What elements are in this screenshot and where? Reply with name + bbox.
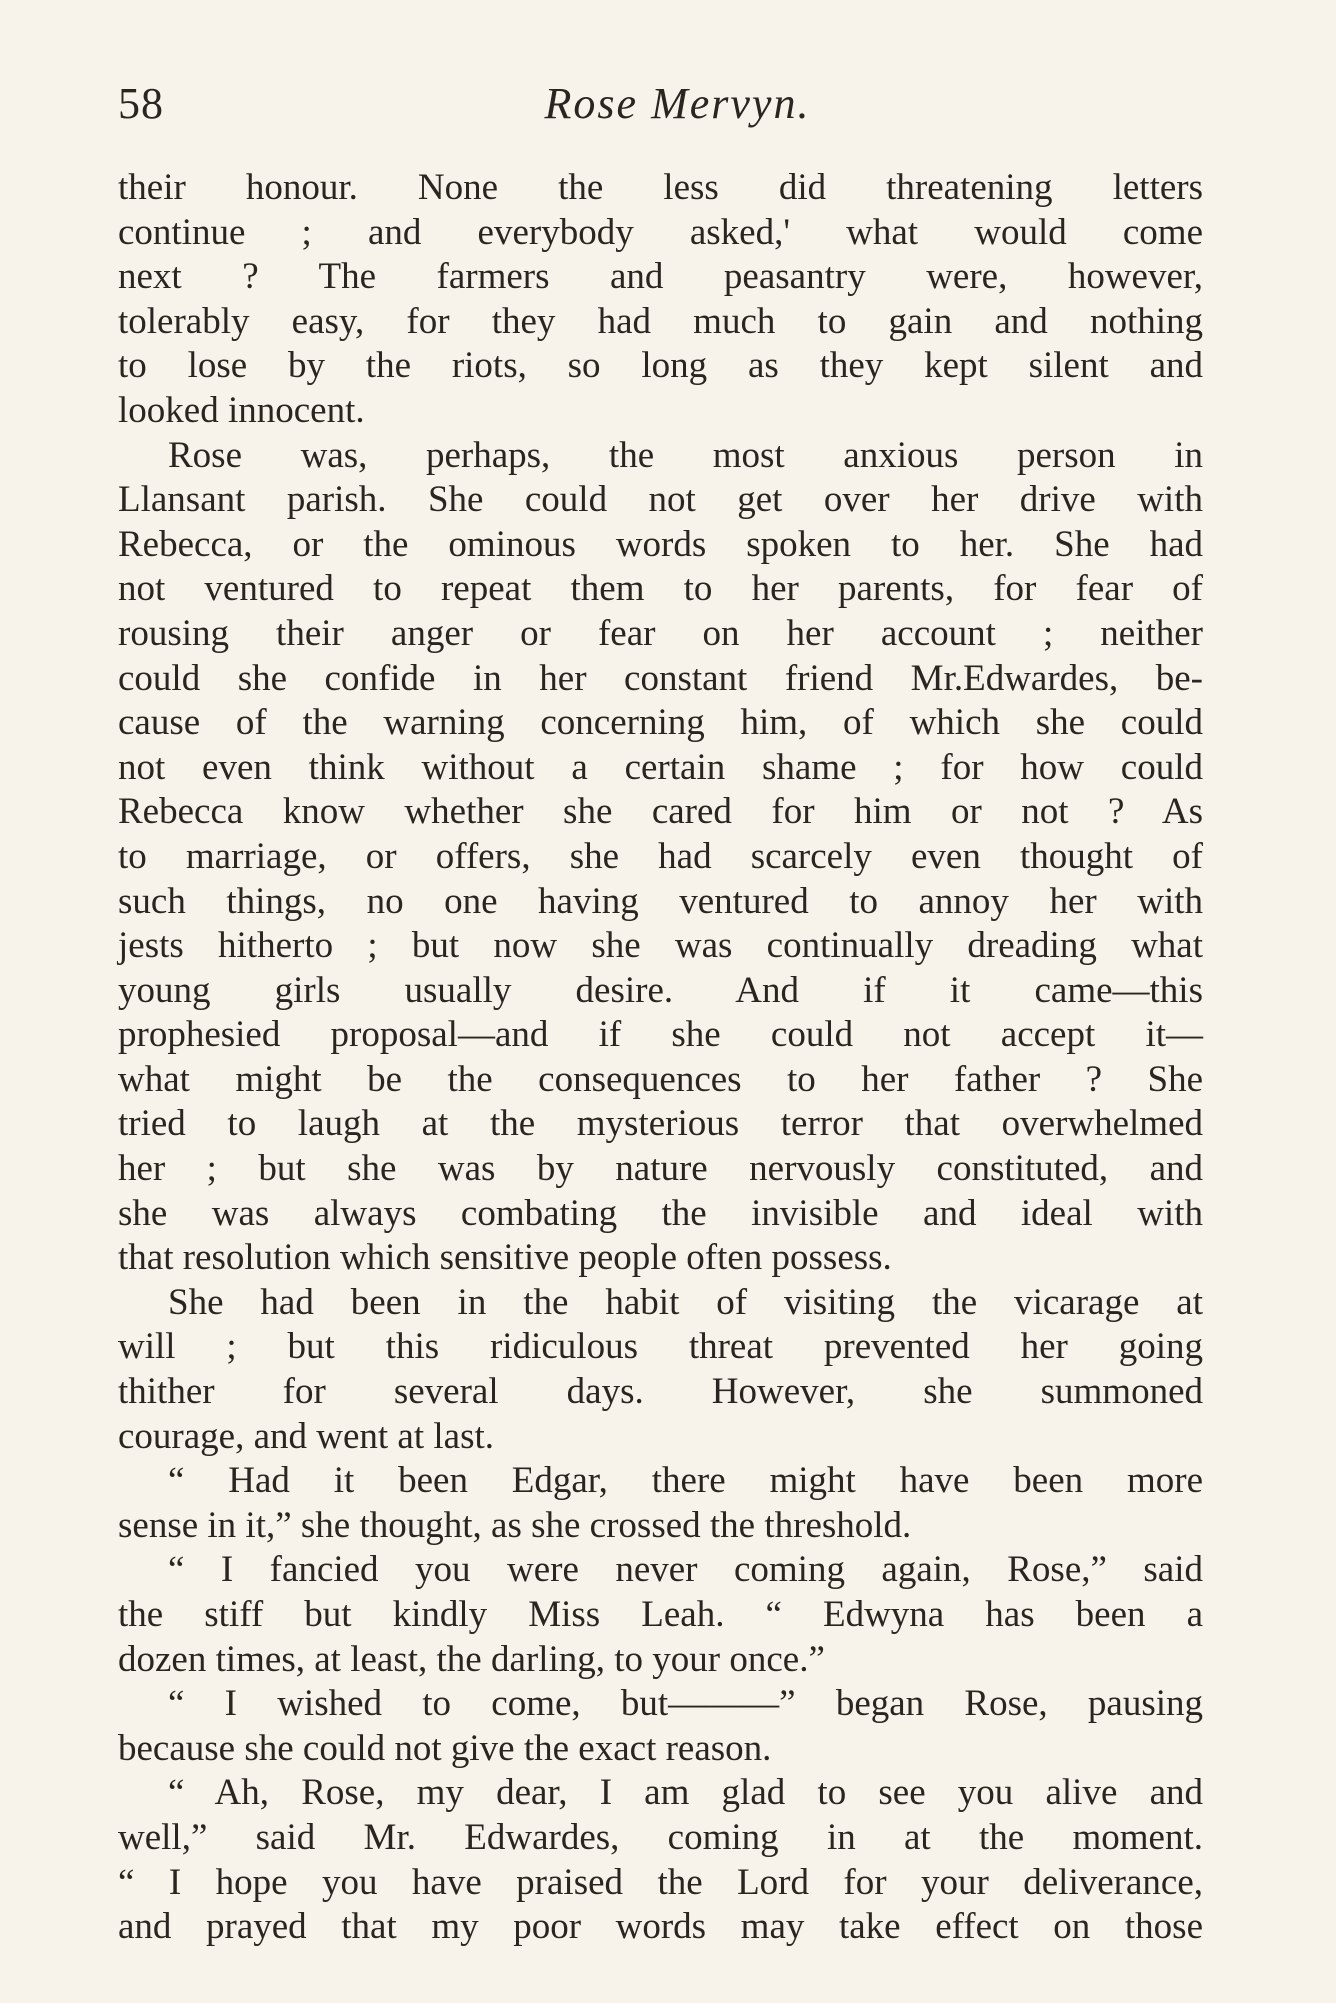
text-line: sense in it,” she thought, as she crossed the threshold. [118, 1504, 912, 1546]
text-line: tried to laugh at the mysterious terror that overwhelmed [118, 1103, 1203, 1145]
text-line: not ventured to repeat them to her parents, for fear of [118, 568, 1203, 610]
text-line: tolerably easy, for they had much to gain and nothing [118, 300, 1203, 342]
text-line: well,” said Mr. Edwardes, coming in at the moment. [118, 1816, 1203, 1858]
text-line: “ Had it been Edgar, there might have been more [168, 1460, 1203, 1502]
text-line: cause of the warning concerning him, of which she could [118, 702, 1203, 744]
text-line: She had been in the habit of visiting the vicarage at [168, 1281, 1203, 1323]
text-line: continue ; and everybody asked,' what would come [118, 211, 1203, 253]
text-line: to marriage, or offers, she had scarcely even thought of [118, 835, 1203, 877]
text-line: next ? The farmers and peasantry were, however, [118, 256, 1203, 298]
text-line: Llansant parish. She could not get over her drive with [118, 479, 1203, 521]
text-line: she was always combating the invisible and ideal with [118, 1192, 1203, 1234]
body-text [118, 166, 1203, 1950]
text-line: will ; but this ridiculous threat prevented her going [118, 1326, 1203, 1368]
text-line: could she confide in her constant friend Mr.Edwardes, be- [118, 657, 1203, 699]
text-line: Rebecca know whether she cared for him or not ? As [118, 791, 1203, 833]
text-line: jests hitherto ; but now she was continually dreading what [118, 925, 1203, 967]
text-line: “ I fancied you were never coming again, Rose,” said [168, 1549, 1203, 1591]
text-line: such things, no one having ventured to annoy her with [118, 880, 1203, 922]
text-line: thither for several days. However, she summoned [118, 1371, 1203, 1413]
text-line: not even think without a certain shame ; for how could [118, 746, 1203, 788]
text-line: because she could not give the exact reason. [118, 1727, 772, 1769]
text-line: “ Ah, Rose, my dear, I am glad to see you alive and [168, 1772, 1203, 1814]
text-line: young girls usually desire. And if it came—this [118, 969, 1203, 1011]
text-line: her ; but she was by nature nervously constituted, and [118, 1148, 1203, 1190]
text-line: prophesied proposal—and if she could not accept it— [118, 1014, 1203, 1056]
text-line: to lose by the riots, so long as they kept silent and [118, 345, 1203, 387]
text-line: “ I hope you have praised the Lord for your deliverance, [118, 1861, 1203, 1903]
text-line: looked innocent. [118, 389, 365, 431]
text-line: the stiff but kindly Miss Leah. “ Edwyna has been a [118, 1594, 1203, 1635]
text-line: dozen times, at least, the darling, to your once.” [118, 1638, 825, 1680]
text-line: that resolution which sensitive people often possess. [118, 1237, 892, 1279]
running-title: Rose Mervyn. [544, 79, 811, 128]
text-line: “ I wished to come, but———” began Rose, pausing [168, 1683, 1203, 1725]
text-line: Rebecca, or the ominous words spoken to her. She had [118, 523, 1203, 565]
text-line: their honour. None the less did threatening letters [118, 167, 1203, 208]
page-number: 58 [118, 79, 164, 128]
text-line: courage, and went at last. [118, 1415, 495, 1457]
text-line: Rose was, perhaps, the most anxious person in [168, 434, 1203, 476]
text-line: rousing their anger or fear on her account ; neither [118, 612, 1203, 654]
text-line: what might be the consequences to her father ? She [118, 1058, 1203, 1100]
text-line: and prayed that my poor words may take effect on those [118, 1906, 1203, 1948]
page-header [118, 72, 1203, 142]
